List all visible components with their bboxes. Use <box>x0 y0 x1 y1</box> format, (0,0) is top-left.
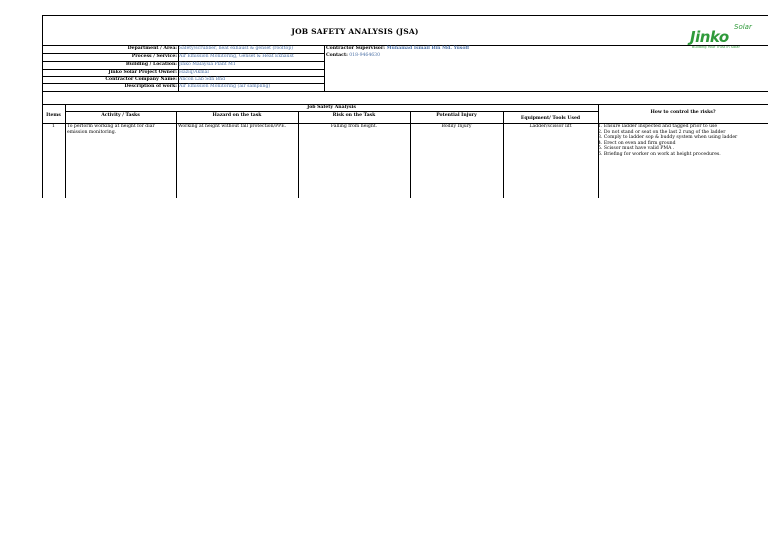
process-label: Process / Service: <box>131 54 177 59</box>
description-label: Description of work: <box>124 84 177 89</box>
row-controls <box>598 124 753 158</box>
department-label: Department / Area: <box>127 46 177 51</box>
department-value: Safety/scrubber, heat exhaust & genset (rooftop) <box>179 46 294 51</box>
control-item: 2. Do not stand or seat on the last 2 rung of the ladder <box>598 129 726 135</box>
jinko-logo <box>690 24 760 52</box>
logo-brand-text: Jinko <box>690 28 729 46</box>
contact-label: Contact: <box>326 53 348 58</box>
row-injury: Bodily Injury <box>441 124 472 129</box>
row-hazard: Working at height without fall protection/PPE. <box>178 124 287 129</box>
logo-solar-text: Solar <box>734 23 752 31</box>
header-hazard: Hazard on the task <box>212 113 262 118</box>
row-item-number: 1 <box>52 124 55 129</box>
logo-tagline: Building Your Trust in Solar <box>692 45 740 49</box>
frame-top-line <box>42 15 768 16</box>
control-item: 5. Scissor must have valid PMA . <box>598 146 675 152</box>
contractor-supervisor <box>326 46 469 51</box>
contractor-company-label: Contractor Company Name: <box>105 77 177 82</box>
control-item: 6. Briefing for worker on work at height procedures. <box>598 151 721 157</box>
control-item: 3. Comply to ladder sop & buddy system when using ladder <box>598 135 738 141</box>
header-activity: Activity / Tasks <box>101 113 140 118</box>
header-items: Items <box>46 113 61 118</box>
description-value: Air Emission Monitoring (air sampling) <box>179 84 271 89</box>
supervisor-label: Contractor Supervisor: <box>326 46 385 51</box>
row-activity-line1: To perform working at height for diar <box>67 124 155 129</box>
project-owner-label: Jinko Solar Project Owner: <box>108 70 177 75</box>
contractor-contact <box>326 53 380 58</box>
building-label: Building / Location: <box>125 62 177 67</box>
header-control: How to control the risks? <box>650 110 716 115</box>
col-divider-1 <box>65 104 66 198</box>
frame-left-line <box>42 15 43 198</box>
row-risk: Falling from height. <box>330 124 378 129</box>
row-equipment: Ladder/scissor lift <box>529 124 572 129</box>
col-divider-2 <box>176 111 177 198</box>
group-header: Job Safety Analysis <box>307 105 356 110</box>
control-item: 1. Ensure ladder inspected and tagged prior to use <box>598 124 718 129</box>
building-value: Jinko Malaysia Plant M1 <box>179 62 236 67</box>
info-value-divider <box>324 45 325 91</box>
contact-value: 018-9464630 <box>349 53 381 58</box>
document-title: JOB SAFETY ANALYSIS (JSA) <box>291 27 419 36</box>
header-injury: Potential Injury <box>436 113 477 118</box>
table-group-line <box>65 111 598 112</box>
process-value: Air Emission Monitoring, Genset & Heat Exhaust <box>179 54 294 59</box>
row-activity-line2: emission monitoring. <box>67 130 117 135</box>
contractor-company-value: Ancon Lab Sdn Bhd <box>179 77 226 82</box>
project-owner-value: Haziq/Akmal <box>179 70 209 75</box>
header-risk: Risk on the Task <box>332 113 376 118</box>
header-equipment: Equipment/ Tools Used <box>520 116 581 121</box>
control-item: 4. Erect on even and firm ground <box>598 140 676 146</box>
supervisor-value: Muhamad Ismail Bin Md. Yusoff <box>386 46 470 51</box>
info-bottom-line <box>42 91 768 92</box>
